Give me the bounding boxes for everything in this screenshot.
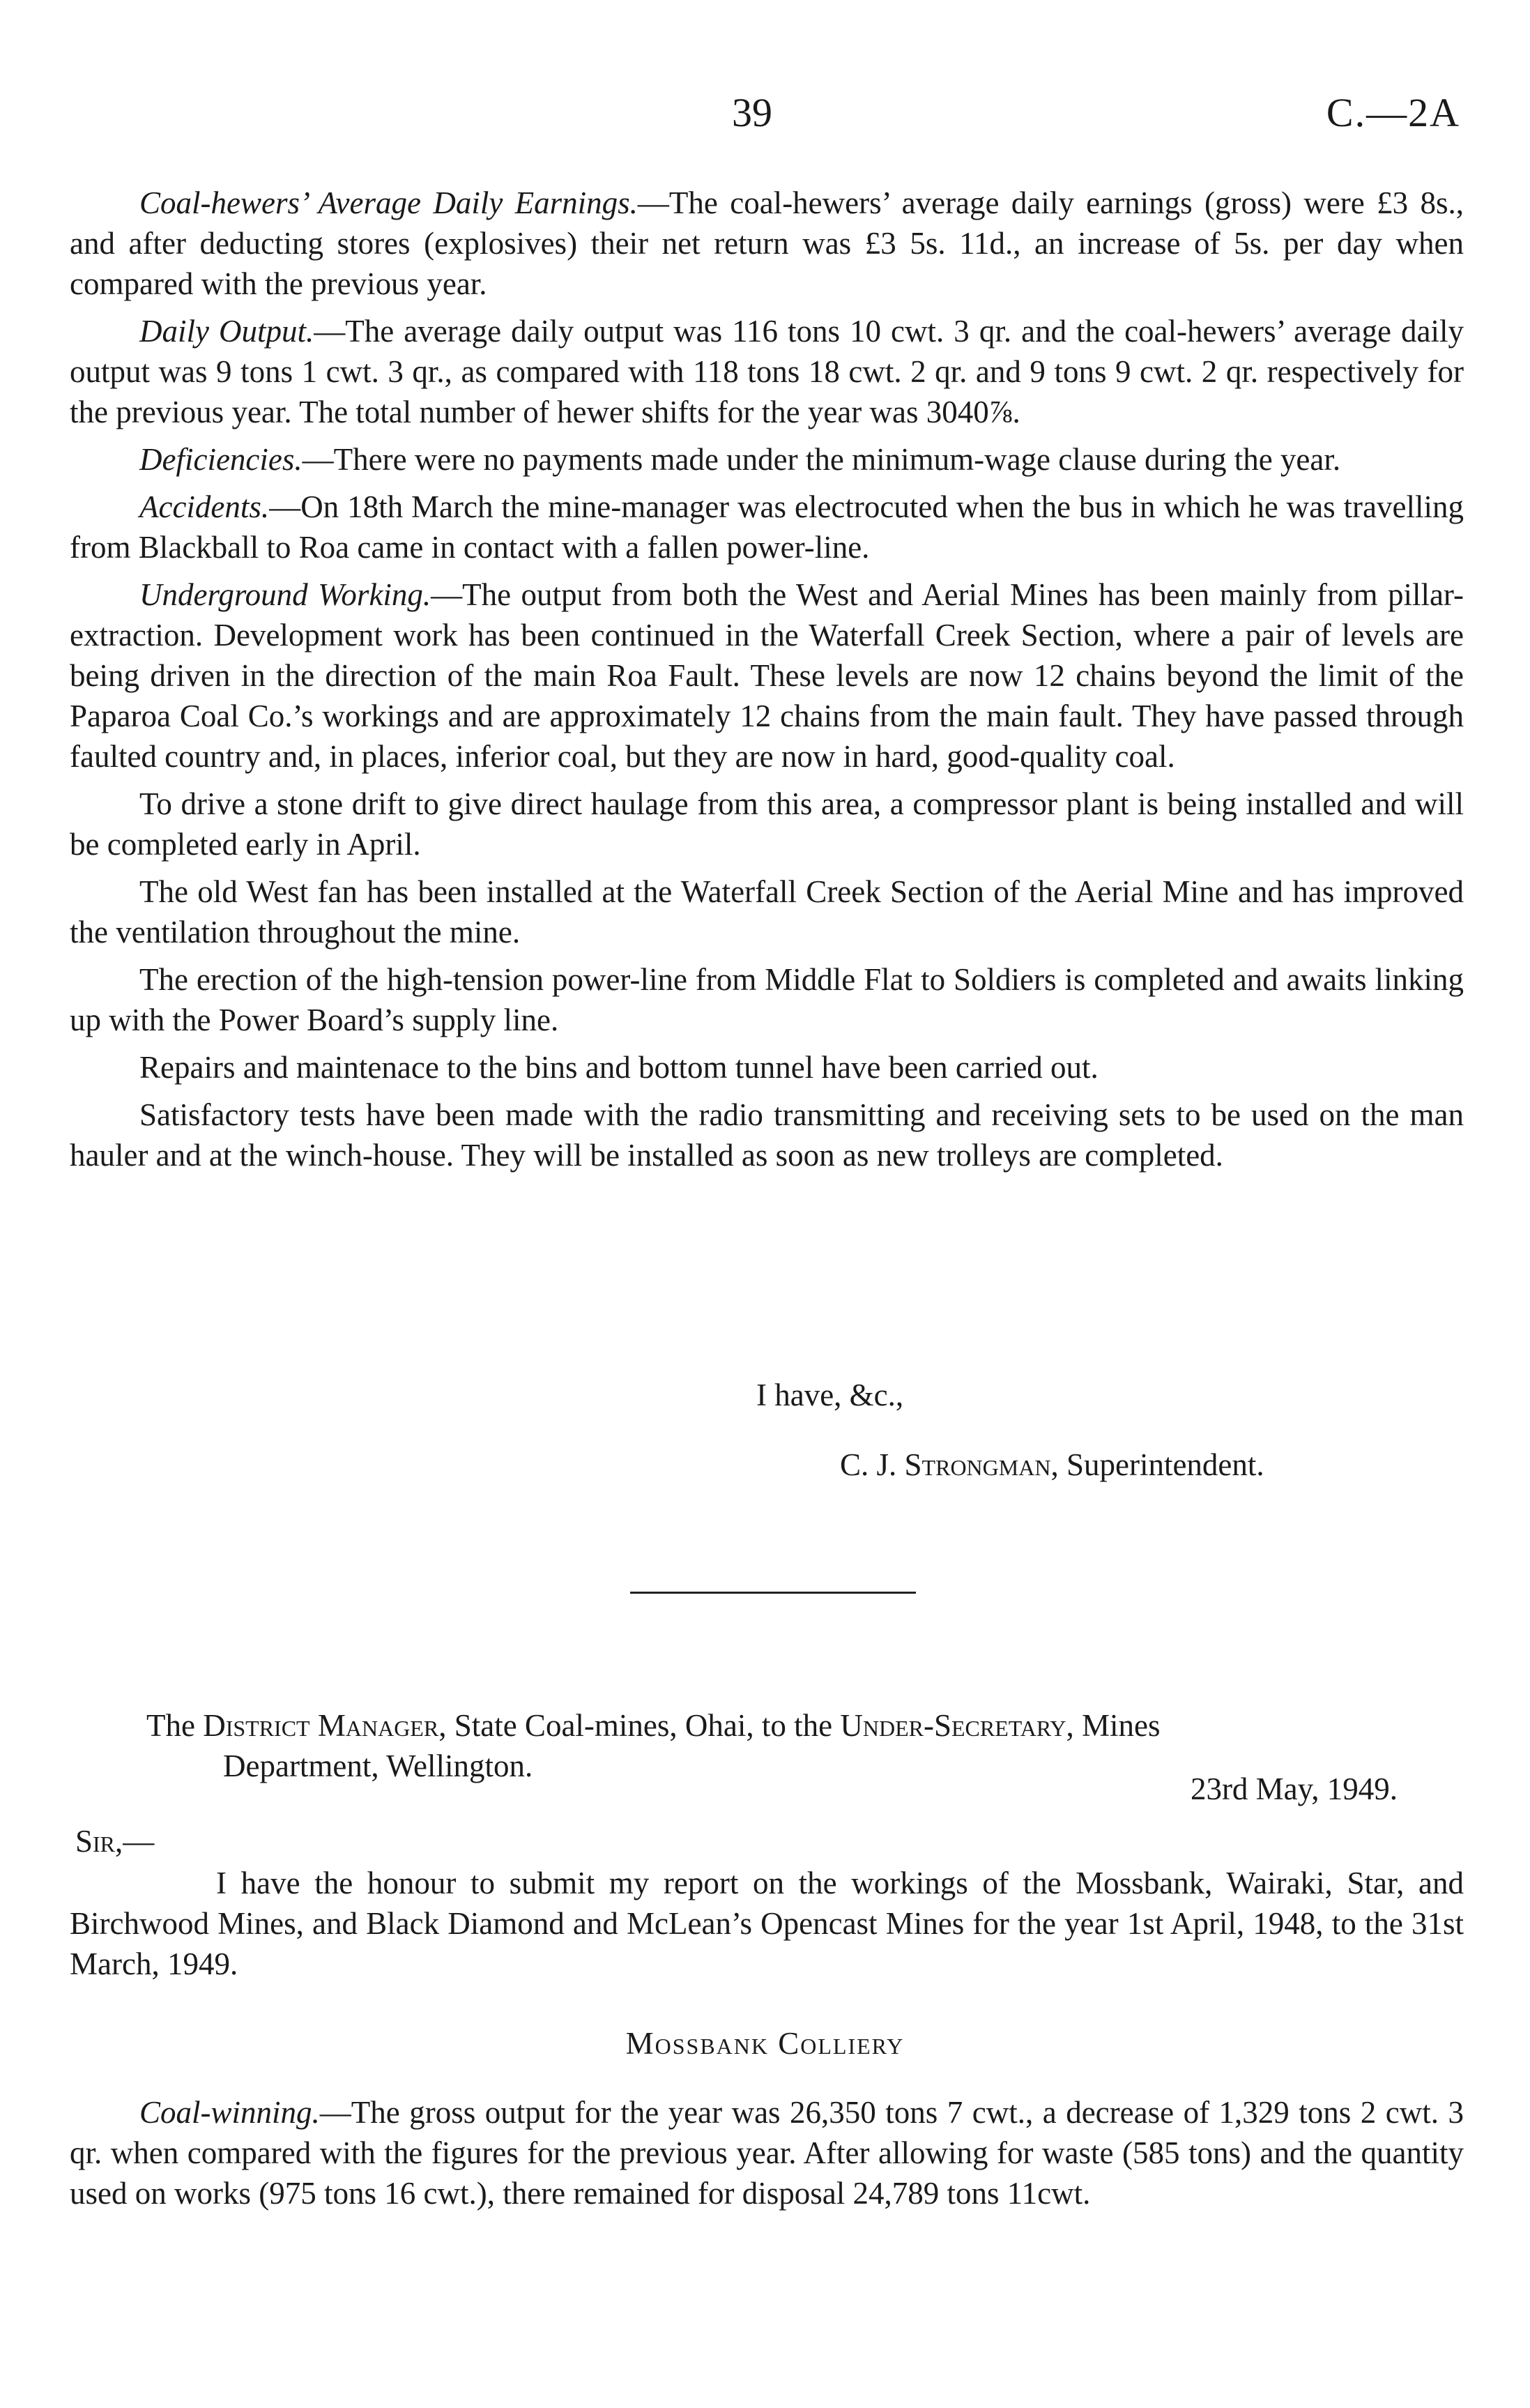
paragraph-text: Satisfactory tests have been made with the radio transmitting and receiving sets to be used on the man hauler and at the winch-house. They will be installed as soon as new trolleys are completed.	[70, 1097, 1464, 1173]
paragraph-earnings	[70, 183, 1464, 304]
paragraph-coal-winning	[70, 2092, 1464, 2213]
salutation: Sir,—	[75, 1824, 155, 1859]
signer-title: , Superintendent.	[1050, 1447, 1264, 1482]
signer-surname: Strongman	[904, 1447, 1051, 1482]
section-divider	[630, 1592, 916, 1594]
paragraph-text: —The coal-hewers’ average daily earnings (gross) were £3 8s., and after deducting stores (explosives) their net return was £3 5s. 11d., an increase of 5s. per day when compared with the previous year.	[70, 185, 1464, 301]
to-rest: , Mines	[1066, 1708, 1161, 1743]
paragraph-lead: Daily Output.	[139, 314, 314, 349]
paragraph-west-fan	[70, 871, 1464, 952]
paragraph-text: —There were no payments made under the minimum-wage clause during the year.	[302, 442, 1341, 477]
paragraph-text: —On 18th March the mine-manager was electrocuted when the bus in which he was travelling from Blackball to Roa came in contact with a fallen power-line.	[70, 489, 1464, 565]
paragraph-underground-working	[70, 574, 1464, 777]
page-header	[0, 89, 1530, 145]
section-heading: Mossbank Colliery	[625, 2026, 905, 2061]
signer-initials: C. J.	[840, 1447, 897, 1482]
paragraph-text: The old West fan has been installed at the Waterfall Creek Section of the Aerial Mine and has improved the ventilation throughout the mine.	[70, 874, 1464, 950]
letter-date: 23rd May, 1949.	[1190, 1771, 1398, 1806]
paragraph-text: Repairs and maintenace to the bins and bottom tunnel have been carried out.	[139, 1050, 1099, 1085]
letter-intro-block	[70, 1863, 1464, 1991]
paragraph-lead: Deficiencies.	[139, 442, 303, 477]
to-title: Under-Secretary	[840, 1708, 1066, 1743]
address-line-2: Department, Wellington.	[223, 1748, 533, 1783]
paragraph-daily-output	[70, 311, 1464, 432]
from-title: District Manager	[203, 1708, 439, 1743]
paragraph-text: —The average daily output was 116 tons 10 cwt. 3 qr. and the coal-hewers’ average daily output was 9 tons 1 cwt. 3 qr., as compared with 118 tons 18 cwt. 2 qr. and 9 tons 9 cwt. 2 qr. respectively for the previous year. The total number of hewer shifts for the year was 3040⅞.	[70, 314, 1464, 429]
closing-phrase: I have, &c.,	[756, 1378, 904, 1412]
page-number: 39	[732, 90, 772, 135]
paragraph-lead: Coal-hewers’ Average Daily Earnings.	[139, 185, 638, 220]
paragraph-text: To drive a stone drift to give direct haulage from this area, a compressor plant is being installed and will be completed early in April.	[70, 786, 1464, 862]
coal-winning-block	[70, 2092, 1464, 2220]
document-reference: C.—2A	[1326, 90, 1460, 135]
report-body-section-1	[70, 183, 1464, 1182]
paragraph-lead: Accidents.	[139, 489, 270, 524]
from-rest: , State Coal-mines, Ohai, to the	[438, 1708, 833, 1743]
paragraph-deficiencies	[70, 439, 1464, 480]
paragraph-accidents	[70, 487, 1464, 567]
paragraph-text: The erection of the high-tension power-line from Middle Flat to Soldiers is completed and awaits linking up with the Power Board’s supply line.	[70, 962, 1464, 1037]
paragraph-radio-tests	[70, 1095, 1464, 1175]
paragraph-stone-drift	[70, 784, 1464, 864]
address-line-1	[146, 1705, 1478, 1746]
paragraph-repairs	[70, 1047, 1464, 1088]
signature-line	[840, 1447, 1264, 1483]
paragraph-text: —The gross output for the year was 26,350 tons 7 cwt., a decrease of 1,329 tons 2 cwt. 3 qr. when compared with the figures for the previous year. After allowing for waste (585 tons) and the quantity used on works (975 tons 16 cwt.), there remained for disposal 24,789 tons 11cwt.	[70, 2095, 1464, 2211]
paragraph-power-line	[70, 959, 1464, 1040]
paragraph-lead: Coal-winning.	[139, 2095, 320, 2130]
letter-intro: I have the honour to submit my report on the workings of the Mossbank, Wairaki, Star, and Birchwood Mines, and Black Diamond and McLean’s Opencast Mines for the year 1st April, 1948, to the 31st March, 1949.	[70, 1866, 1464, 1981]
address-the: The	[146, 1708, 195, 1743]
paragraph-lead: Underground Working.	[139, 577, 431, 612]
paragraph-text: —The output from both the West and Aerial Mines has been mainly from pillar-extraction. Development work has been continued in the Waterfall Creek Section, where a pair of levels are being driven in the direction of the main Roa Fault. These levels are now 12 chains beyond the limit of the Paparoa Coal Co.’s workings and are approximately 12 chains from the main fault. They have passed through faulted country and, in places, inferior coal, but they are now in hard, good-quality coal.	[70, 577, 1464, 774]
